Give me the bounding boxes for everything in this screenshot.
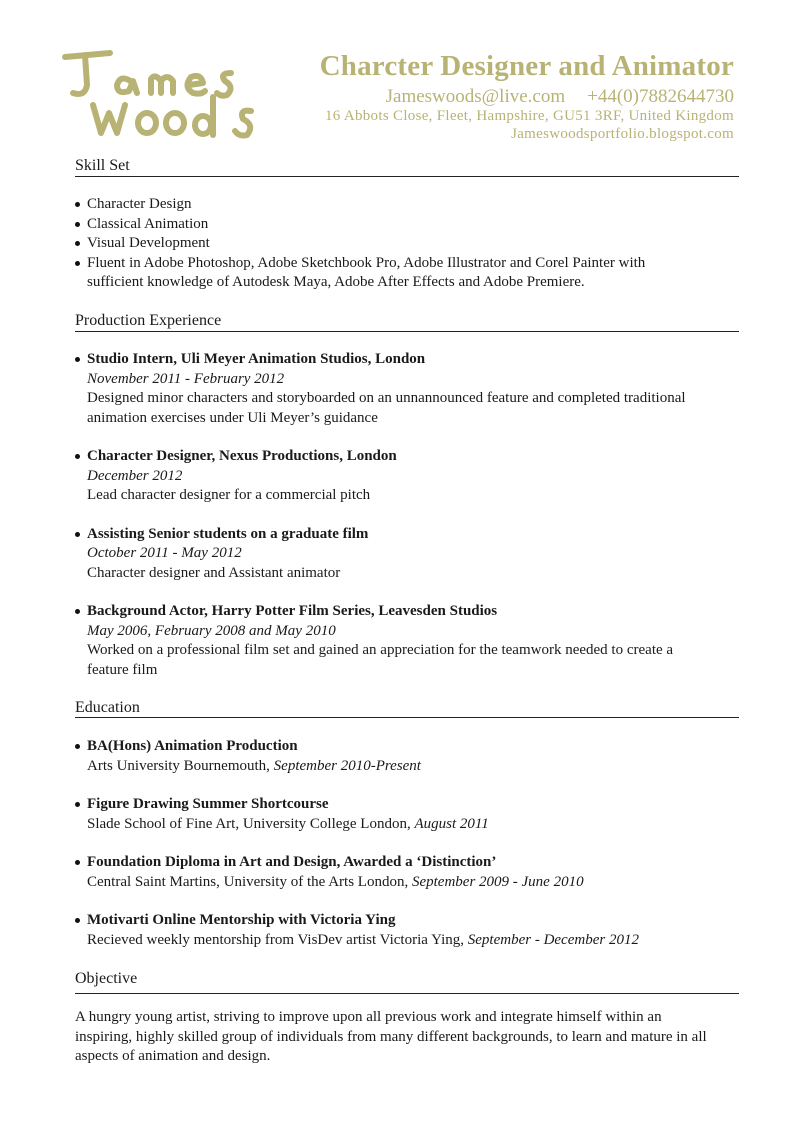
entry-date: October 2011 - May 2012	[87, 545, 242, 561]
entry-date: September 2009 - June 2010	[411, 873, 584, 890]
objective-section	[75, 1008, 739, 1067]
list-item: Visual Development	[75, 234, 739, 254]
skills-list	[75, 195, 739, 293]
experience-item	[75, 602, 739, 680]
entry-date: September - December 2012	[467, 931, 639, 948]
entry-date: September 2010-Present	[273, 757, 421, 774]
education-item	[75, 795, 739, 834]
entry-description: Character designer and Assistant animator	[87, 564, 341, 581]
section-divider	[75, 331, 739, 332]
experience-item	[75, 447, 739, 506]
email-link[interactable]: Jameswoods@live.com	[385, 86, 566, 107]
contact-line	[320, 87, 734, 106]
experience-list	[75, 350, 739, 680]
entry-date: November 2011 - February 2012	[87, 370, 285, 387]
section-divider	[75, 993, 739, 994]
entry-title: Character Designer, Nexus Productions, London	[87, 448, 397, 464]
job-title: Charcter Designer and Animator	[319, 50, 734, 82]
school-name: Recieved weekly mentorship from VisDev artist Victoria Ying,	[87, 931, 468, 948]
education-heading: Education	[75, 699, 140, 716]
entry-school	[87, 931, 739, 951]
experience-item	[75, 350, 739, 428]
list-item: Character Design	[75, 195, 739, 215]
section-divider	[75, 176, 739, 177]
address: 16 Abbots Close, Fleet, Hampshire, GU51 3RF, United Kingdom	[325, 108, 734, 124]
education-section	[75, 737, 739, 969]
blog-link[interactable]: Jameswoodsportfolio.blogspot.com	[511, 126, 734, 142]
entry-title: Studio Intern, Uli Meyer Animation Studios, London	[87, 351, 426, 367]
entry-school	[87, 815, 739, 835]
entry-title: Background Actor, Harry Potter Film Series, Leavesden Studios	[87, 603, 498, 619]
entry-date: December 2012	[87, 467, 183, 484]
section-divider	[75, 717, 739, 718]
name-logo	[55, 45, 280, 140]
list-item: Classical Animation	[75, 215, 739, 235]
handwritten-logo	[55, 45, 280, 140]
school-name: Slade School of Fine Art, University College London,	[87, 815, 411, 832]
entry-title: Motivarti Online Mentorship with Victoria Ying	[87, 912, 396, 928]
experience-item	[75, 525, 739, 584]
school-name: Arts University Bournemouth,	[87, 757, 270, 774]
contact-header	[320, 52, 734, 142]
education-item	[75, 853, 739, 892]
entry-title: Figure Drawing Summer Shortcourse	[87, 796, 329, 812]
entry-description: Lead character designer for a commercial pitch	[87, 487, 371, 503]
entry-school	[87, 757, 739, 777]
school-name: Central Saint Martins, University of the Arts London,	[87, 873, 409, 890]
entry-date: May 2006, February 2008 and May 2010	[87, 622, 336, 639]
education-list	[75, 737, 739, 950]
skills-heading: Skill Set	[75, 157, 130, 174]
entry-date: August 2011	[414, 815, 489, 832]
entry-title: Assisting Senior students on a graduate film	[87, 525, 369, 542]
education-item	[75, 911, 739, 950]
objective-heading: Objective	[75, 970, 138, 987]
entry-school	[87, 873, 739, 893]
entry-description: Designed minor characters and storyboarded on an unnannounced feature and completed traditional animation exercises under Uli Meyer’s guidance	[87, 390, 686, 426]
education-item	[75, 737, 739, 776]
experience-section	[75, 350, 739, 699]
objective-text: A hungry young artist, striving to improve upon all previous work and integrate himself within an inspiring, highly skilled group of individuals from many different backgrounds, to learn and mature in all aspects of animation and design.	[75, 1009, 707, 1064]
list-item: Fluent in Adobe Photoshop, Adobe Sketchbook Pro, Adobe Illustrator and Corel Painter with sufficient knowledge of Autodesk Maya, Adobe After Effects and Adobe Premiere.	[75, 254, 739, 293]
phone-number: +44(0)7882644730	[587, 86, 734, 107]
entry-title: BA(Hons) Animation Production	[87, 738, 298, 754]
entry-description: Worked on a professional film set and gained an appreciation for the teamwork needed to create a feature film	[87, 642, 674, 678]
entry-title: Foundation Diploma in Art and Design, Awarded a ‘Distinction’	[87, 854, 497, 870]
skills-section	[75, 195, 739, 293]
experience-heading: Production Experience	[75, 312, 222, 329]
